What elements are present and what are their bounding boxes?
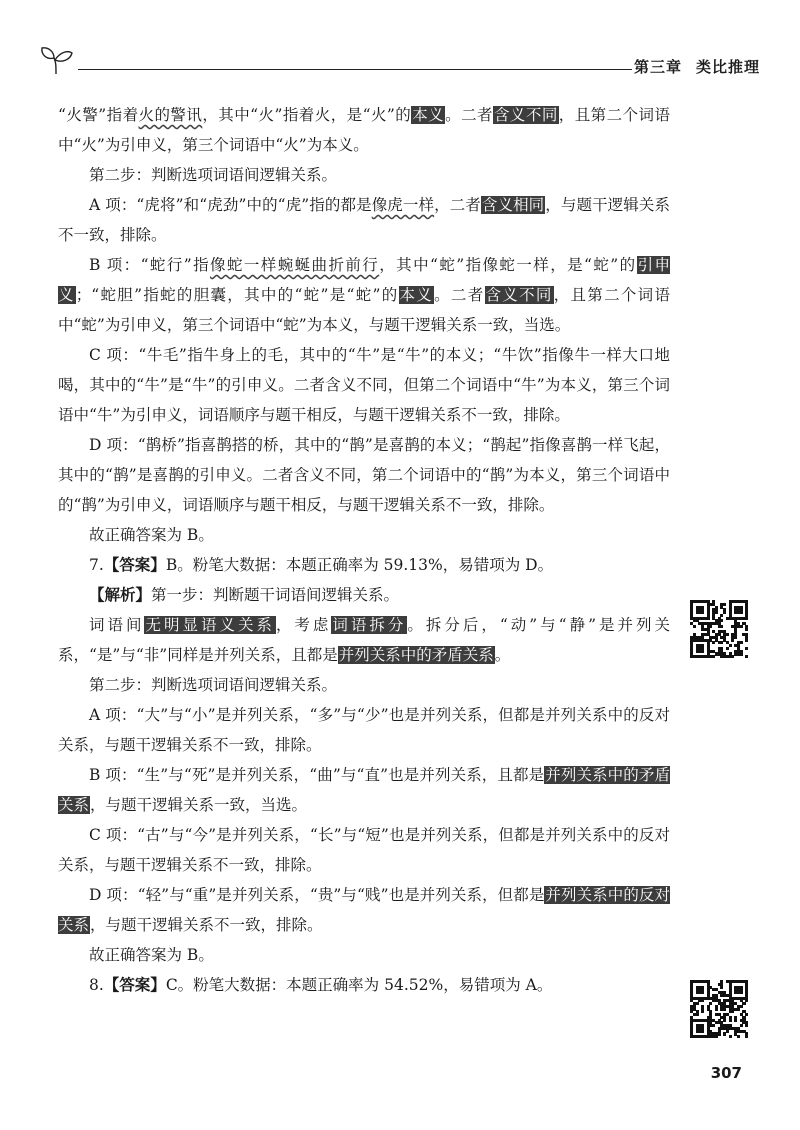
paragraph: “火警”指着火的警讯，其中“火”指着火，是“火”的本义。二者含义不同，且第二个词语中“火”为引申义，第三个词语中“火”为本义。	[58, 106, 670, 154]
emphasis: 像虎一样	[371, 196, 435, 214]
highlight: 并列关系中的反对关系	[58, 886, 670, 934]
emphasis: 像蛇一样蜿蜒曲折前行	[210, 256, 380, 274]
analysis-label: 【解析】	[89, 585, 152, 604]
option-c: C 项：“古”与“今”是并列关系，“长”与“短”也是并列关系，但都是并列关系中的反对关系，与题干逻辑关系不一致，排除。	[58, 826, 670, 874]
option-d: D 项：“鹊桥”指喜鹊搭的桥，其中的“鹊”是喜鹊的本义；“鹊起”指像喜鹊一样飞起，其中的“鹊”是喜鹊的引申义。二者含义不同，第二个词语中的“鹊”为本义，第三个词语中的“鹊”为引申义，词语顺序与题干相反，与题干逻辑关系不一致，排除。	[58, 436, 670, 514]
highlight: 本义	[399, 286, 434, 304]
highlight: 本义	[412, 106, 445, 124]
highlight: 引申义	[58, 256, 670, 304]
answer-line: 故正确答案为 B。	[89, 526, 214, 544]
option-d: D 项：“轻”与“重”是并列关系，“贵”与“贱”也是并列关系，但都是并列关系中的反对关系，与题干逻辑关系不一致，排除。	[58, 886, 670, 934]
page-body	[58, 100, 670, 1000]
answer-label: 【答案】	[103, 555, 166, 574]
answer-line: 故正确答案为 B。	[89, 946, 214, 964]
step-heading: 第二步：判断选项词语间逻辑关系。	[89, 166, 338, 184]
highlight: 词语拆分	[332, 616, 407, 634]
highlight: 含义不同	[493, 106, 558, 124]
header-rule	[78, 69, 632, 70]
page-number: 307	[710, 1064, 742, 1082]
sprout-icon	[38, 44, 78, 76]
qr-code-icon[interactable]	[690, 600, 748, 658]
section-title: 类比推理	[695, 58, 760, 76]
highlight: 无明显语义关系	[145, 616, 275, 634]
page-header	[38, 38, 760, 78]
step-heading: 第二步：判断选项词语间逻辑关系。	[89, 676, 338, 694]
highlight: 并列关系中的矛盾关系	[338, 646, 494, 664]
highlight: 含义相同	[481, 196, 545, 214]
question-8-answer: 8.【答案】C。粉笔大数据：本题正确率为 54.52%，易错项为 A。	[89, 975, 553, 994]
highlight: 并列关系中的矛盾关系	[58, 766, 670, 814]
chapter-title	[634, 56, 760, 77]
option-b: B 项：“蛇行”指像蛇一样蜿蜒曲折前行，其中“蛇”指像蛇一样，是“蛇”的引申义；“蛇胆”指蛇的胆囊，其中的“蛇”是“蛇”的本义。二者含义不同，且第二个词语中“蛇”为引申义，第三个词语中“蛇”为本义，与题干逻辑关系一致，当选。	[58, 256, 670, 334]
option-a: A 项：“大”与“小”是并列关系，“多”与“少”也是并列关系，但都是并列关系中的反对关系，与题干逻辑关系不一致，排除。	[58, 706, 670, 754]
option-c: C 项：“牛毛”指牛身上的毛，其中的“牛”是“牛”的本义；“牛饮”指像牛一样大口地喝，其中的“牛”是“牛”的引申义。二者含义不同，但第二个词语中“牛”为本义，第三个词语中“牛”为引申义，词语顺序与题干相反，与题干逻辑关系不一致，排除。	[58, 346, 670, 424]
option-b: B 项：“生”与“死”是并列关系，“曲”与“直”也是并列关系，且都是并列关系中的矛盾关系，与题干逻辑关系一致，当选。	[58, 766, 670, 814]
emphasis: 火的警讯	[138, 106, 203, 124]
highlight: 含义不同	[485, 286, 553, 304]
paragraph: 词语间无明显语义关系，考虑词语拆分。拆分后，“动”与“静”是并列关系，“是”与“非”同样是并列关系，且都是并列关系中的矛盾关系。	[58, 616, 670, 664]
qr-code-icon[interactable]	[690, 980, 748, 1038]
answer-label: 【答案】	[103, 975, 166, 994]
option-a: A 项：“虎将”和“虎劲”中的“虎”指的都是像虎一样，二者含义相同，与题干逻辑关系不一致，排除。	[58, 196, 670, 244]
analysis-heading: 【解析】第一步：判断题干词语间逻辑关系。	[89, 585, 400, 604]
chapter-number: 第三章	[633, 58, 682, 76]
question-7-answer: 7.【答案】B。粉笔大数据：本题正确率为 59.13%，易错项为 D。	[89, 555, 554, 574]
